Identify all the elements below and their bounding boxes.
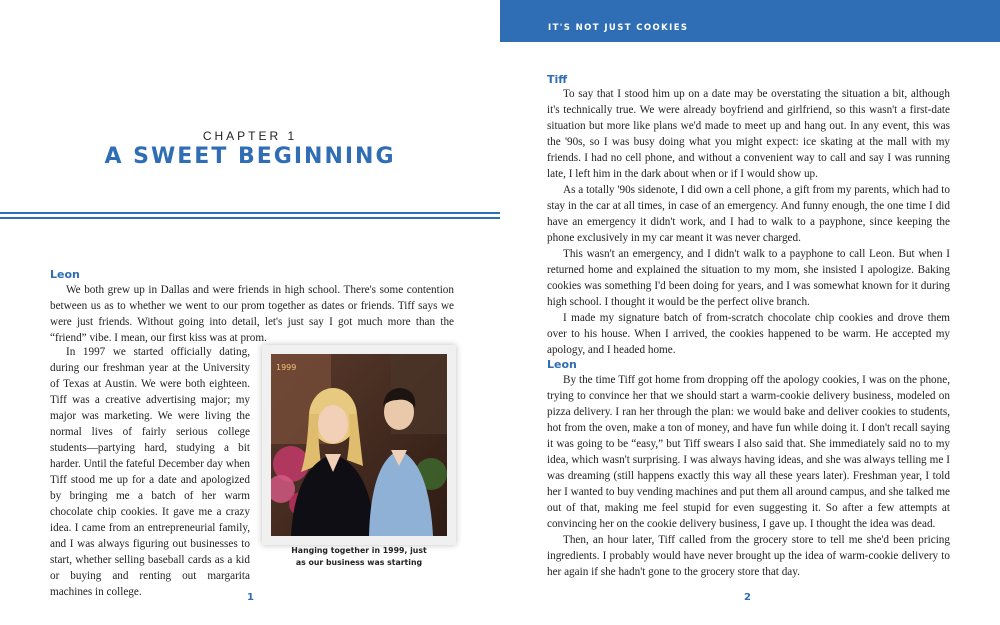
paragraph: To say that I stood him up on a date may be overstating the situation a bit, although it's technically true. We were already boyfriend and girlfriend, so this wasn't a first-date situation but more like plans we'd made to meet up and hang out. In any event, this was the '90s, so I was busy doing what you might expect: ice skating at the mall with my friends. I had no cell phone, and without a convenient way to call and say I was running late, I left him in the dark about when or if I would show up. bbox=[547, 88, 950, 180]
couple-photo bbox=[271, 354, 447, 536]
section-heading-tiff: Tiff bbox=[547, 73, 568, 86]
photo-caption bbox=[262, 545, 456, 569]
paragraph: In 1997 we started officially dating, during our freshman year at the University of Texas at Austin. We were both eighteen. Tiff was a creative advertising major; my major was marketing. We were living the normal lives of fairly serious college students—partying hard, studying a bit harder. Until the fateful December day when Tiff stood me up for a date and apologized by bringing me a batch of her warm chocolate chip cookies. It gave me a crazy idea. I came from an entrepreneurial family, and I was always figuring out businesses to start, whether selling baseball cards as a kid or buying and renting out margarita machines in college. bbox=[50, 346, 250, 598]
caption-line: Hanging together in 1999, just bbox=[291, 546, 427, 555]
page-number-right: 2 bbox=[744, 592, 751, 603]
chapter-label: CHAPTER 1 bbox=[202, 129, 298, 143]
chapter-rule-top bbox=[0, 212, 500, 214]
leon-intro-text bbox=[50, 282, 454, 346]
chapter-title: A SWEET BEGINNING bbox=[104, 144, 396, 169]
running-header-bar bbox=[500, 0, 1000, 42]
right-page bbox=[500, 0, 1000, 625]
paragraph: We both grew up in Dallas and were friends in high school. There's some contention between us as to whether we went to our prom together as dates or friends. Tiff says we were just friends. Without going into detail, let's just say I got much more than the “friend” vibe. I mean, our first kiss was at prom. bbox=[50, 284, 454, 344]
leon-story-text bbox=[50, 344, 250, 600]
caption-line: as our business was starting bbox=[295, 558, 423, 567]
paragraph: Then, an hour later, Tiff called from the grocery store to tell me she'd been pricing ingredients. I probably would have never brought up the idea of warm-cookie delivery to her again if she hadn't gone to the grocery store that day. bbox=[547, 534, 950, 578]
paragraph: I made my signature batch of from-scratch chocolate chip cookies and drove them over to his house. When I arrived, the cookies happened to be warm. He accepted my apology, and I headed home. bbox=[547, 312, 950, 356]
photo-frame bbox=[262, 345, 456, 545]
tiff-section-text bbox=[547, 86, 950, 358]
paragraph: This wasn't an emergency, and I didn't walk to a payphone to call Leon. But when I returned home and explained the situation to my mom, she insisted I apologize. Baking cookies was something I'd been doing for years, and I was somewhat known for it during high school. I thought it would be the perfect olive branch. bbox=[547, 248, 950, 308]
section-heading-leon-2: Leon bbox=[547, 358, 577, 371]
leon-section-text bbox=[547, 372, 950, 580]
section-heading-leon: Leon bbox=[50, 268, 80, 281]
paragraph: As a totally '90s sidenote, I did own a cell phone, a gift from my parents, which had to stay in the car at all times, in case of an emergency. And funny enough, the one time I did have an emergency it didn't work, and I had to walk to a payphone, since keeping the phone exclusively in my car meant it was never charged. bbox=[547, 184, 950, 244]
page-number-left: 1 bbox=[247, 592, 254, 603]
chapter-rule-bottom bbox=[0, 217, 500, 219]
paragraph: By the time Tiff got home from dropping off the apology cookies, I was on the phone, trying to convince her that we should start a warm-cookie delivery business, modeled on pizza delivery. I ran her through the plan: we would bake and deliver cookies to students, hot from the oven, make a ton of money, and have fun while doing it. I don't recall saying it was going to be “easy,” but Tiff swears I also said that. She immediately said no to my idea, which wasn't surprising. I was always having ideas, and she was always telling me I was dreaming (still happens exactly this way all these years later). Freshman year, I told her I wanted to buy vending machines and put them all around campus, and she talked me out of that, making me feel stupid for even suggesting it. So after a few attempts at convincing her on the cookie delivery business, I gave up. I thought the idea was dead. bbox=[547, 374, 950, 530]
running-header-title: IT'S NOT JUST COOKIES bbox=[548, 23, 689, 33]
photo-date-stamp: 1999 bbox=[276, 363, 297, 372]
